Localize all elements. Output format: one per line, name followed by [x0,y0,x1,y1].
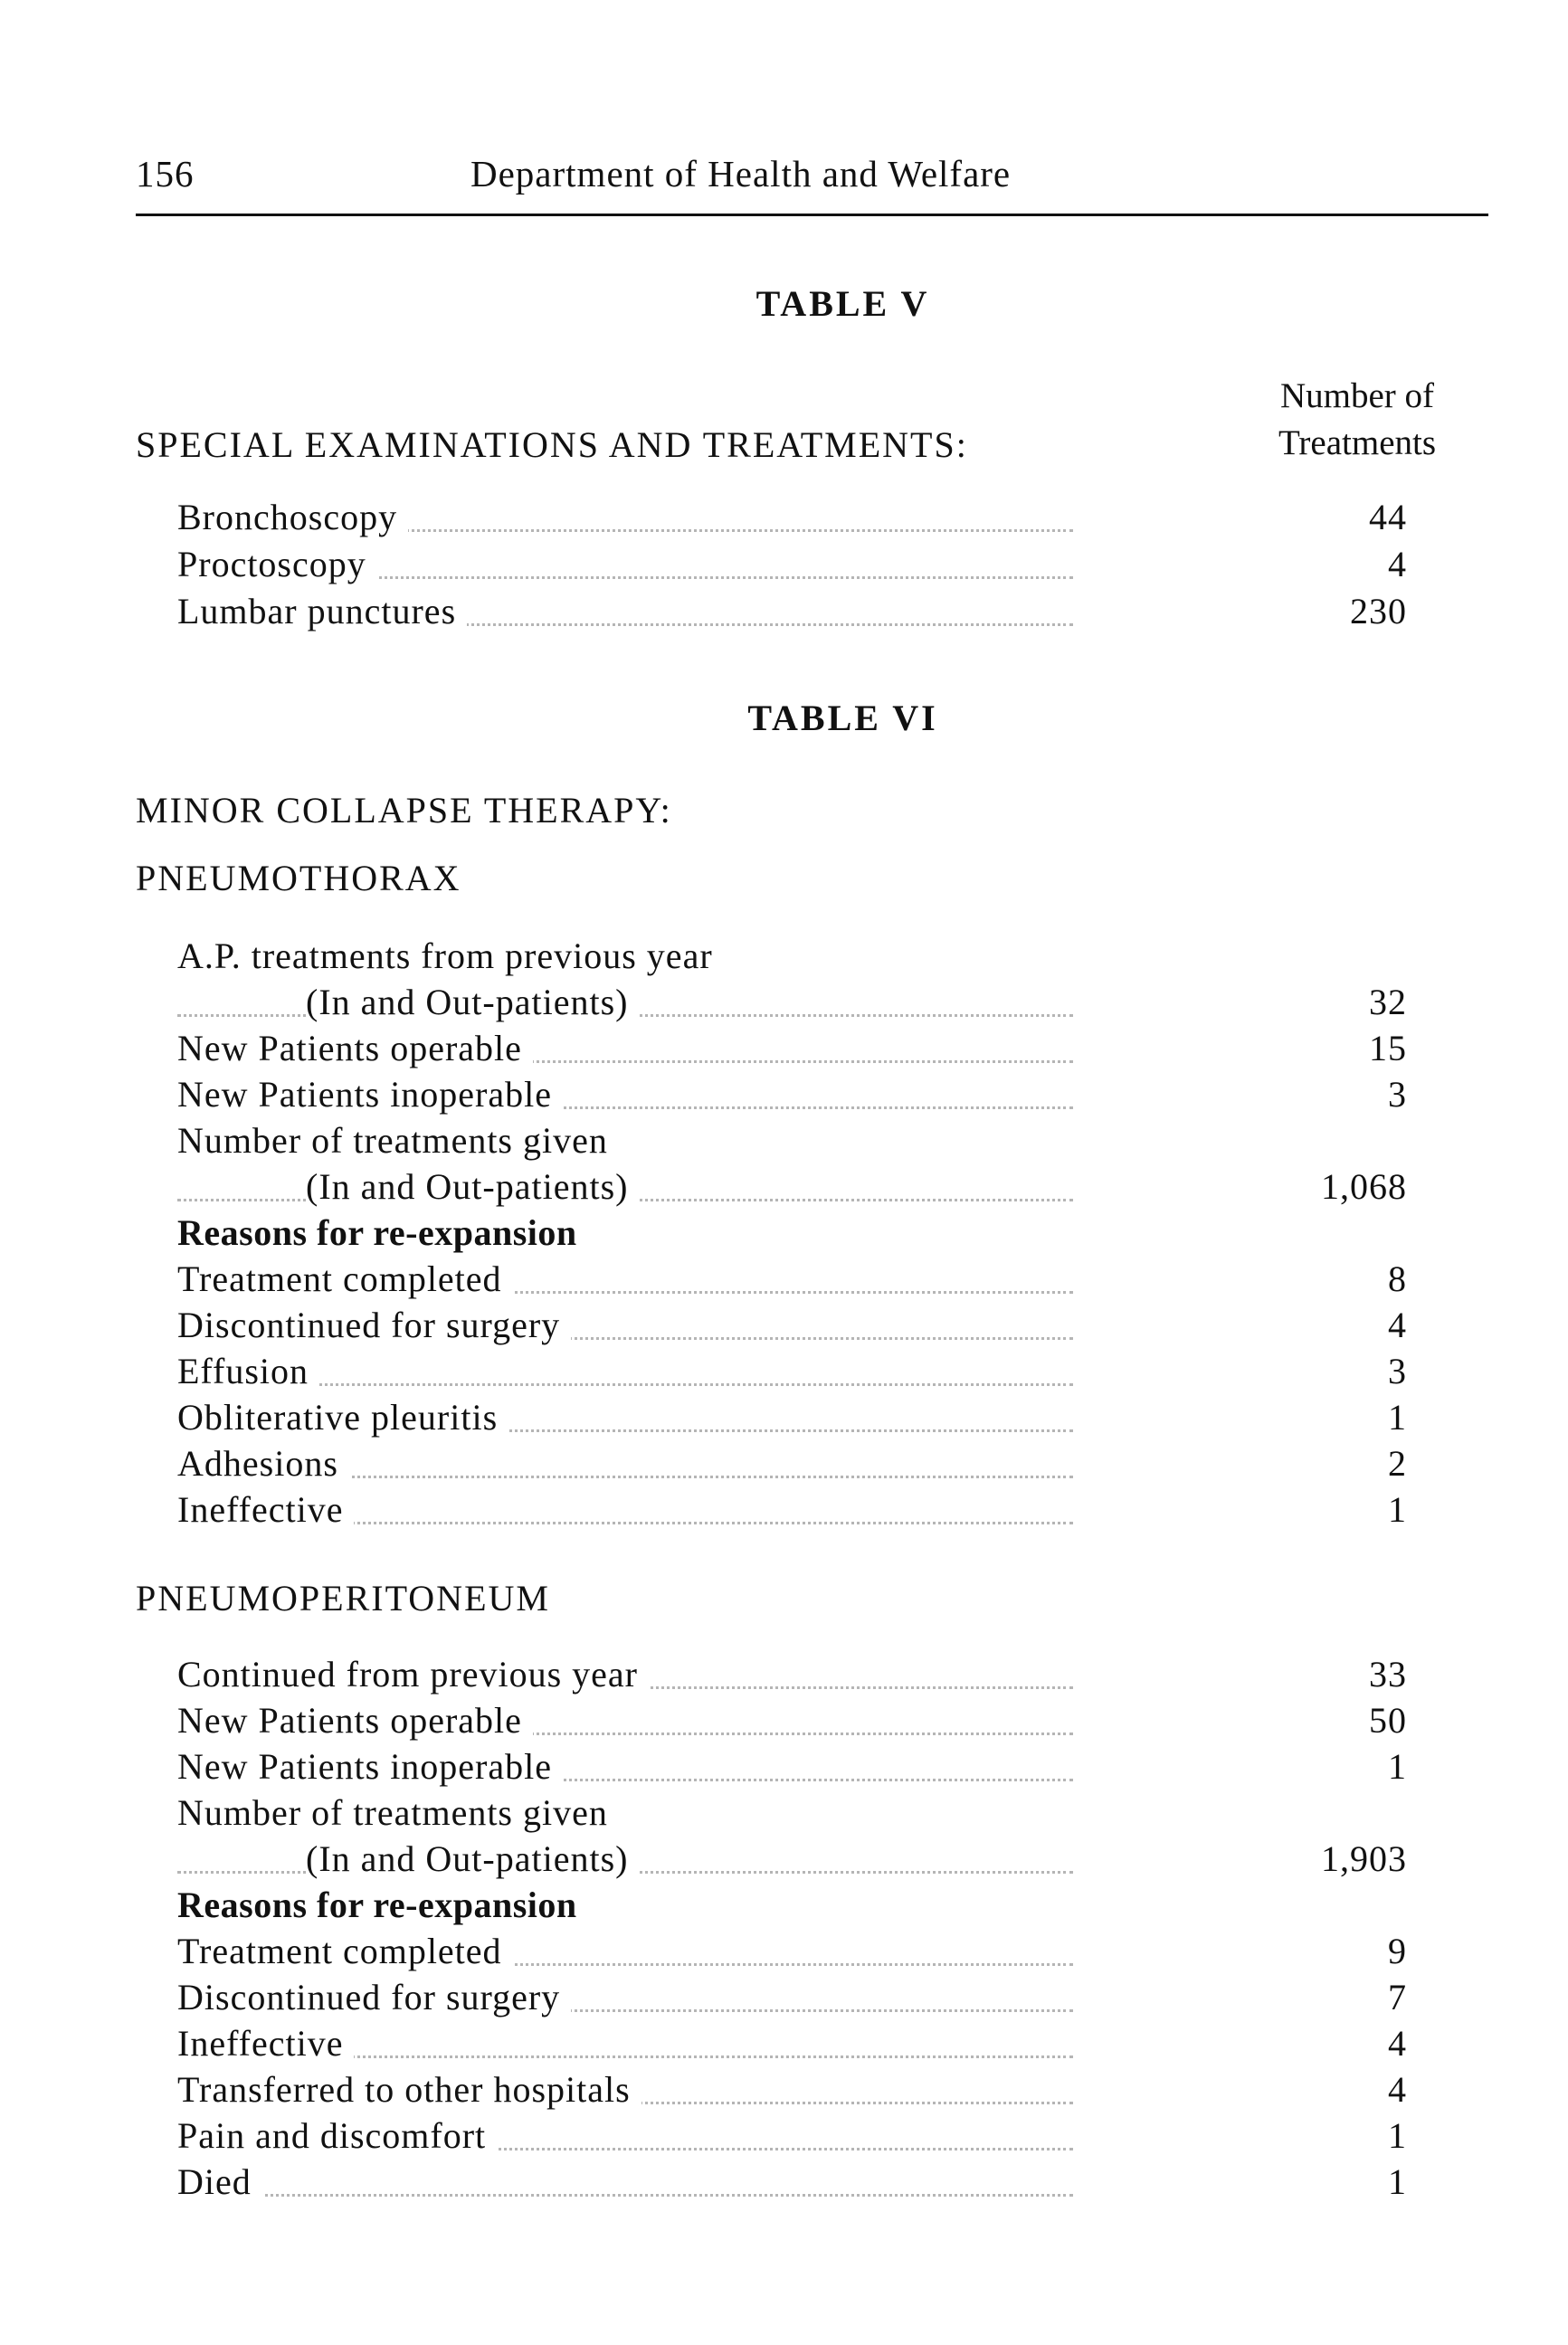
row-value: 9 [1388,1931,1407,1971]
table-row [0,2068,1568,2114]
table-vi-title: TABLE VI [747,698,938,738]
row-label: New Patients inoperable [177,1745,563,1788]
table-row [0,935,1568,981]
row-label: Discontinued for surgery [177,1304,571,1346]
table-row [0,1930,1568,1976]
row-value: 1 [1388,1397,1407,1438]
table-row [0,2022,1568,2068]
table-row [0,496,1568,542]
row-value: 4 [1388,544,1407,584]
row-value: 33 [1369,1654,1407,1695]
row-value: 1 [1388,2161,1407,2202]
table-row [0,2160,1568,2207]
row-value: 1,068 [1321,1166,1407,1207]
row-value: 1 [1388,2115,1407,2156]
table-row [0,1837,1568,1884]
row-value: 4 [1388,1305,1407,1345]
row-label: Died [177,2160,262,2203]
row-value: 44 [1369,497,1407,537]
row-label: Proctoscopy [177,543,377,585]
page-number: 156 [136,153,195,195]
table-row [0,1699,1568,1745]
row-label: Treatment completed [177,1258,513,1300]
row-label: New Patients operable [177,1027,533,1069]
pneumoperitoneum-heading: PNEUMOPERITONEUM [136,1578,550,1619]
table-row [0,543,1568,589]
dot-leader [177,2194,1073,2197]
row-label: (In and Out-patients) [306,1165,639,1208]
column-header [1221,373,1493,467]
table-row [0,1304,1568,1350]
table-row [0,2114,1568,2160]
section-subheading [0,1211,1568,1258]
table-row [0,1119,1568,1165]
row-label: Adhesions [177,1442,349,1485]
table-row [0,1027,1568,1073]
row-label: Reasons for re-expansion [177,1884,588,1926]
row-label: Pain and discomfort [177,2114,497,2157]
row-label: Number of treatments given [177,1791,619,1834]
row-label: Bronchoscopy [177,496,408,538]
row-label: Discontinued for surgery [177,1976,571,2018]
row-label: Lumbar punctures [177,590,467,632]
row-label: Number of treatments given [177,1119,619,1162]
table-row [0,1165,1568,1211]
row-value: 50 [1369,1700,1407,1741]
row-label: Effusion [177,1350,319,1392]
row-label: Ineffective [177,1488,354,1531]
row-value: 8 [1388,1258,1407,1299]
row-value: 3 [1388,1351,1407,1391]
table-row [0,1442,1568,1488]
table-row [0,1976,1568,2022]
header-rule [136,214,1488,216]
row-value: 1 [1388,1746,1407,1787]
row-value: 4 [1388,2023,1407,2064]
running-title: Department of Health and Welfare [470,153,1012,195]
row-value: 1,903 [1321,1838,1407,1879]
table-row [0,981,1568,1027]
column-header-line1: Number of [1279,376,1435,415]
table-row [0,1653,1568,1699]
running-head [136,152,1484,206]
row-value: 4 [1388,2069,1407,2110]
table-row [0,1488,1568,1534]
row-value: 2 [1388,1443,1407,1484]
table-row [0,590,1568,636]
row-value: 1 [1388,1489,1407,1530]
table-row [0,1745,1568,1791]
table-row [0,1350,1568,1396]
row-label: New Patients operable [177,1699,533,1742]
row-label: Ineffective [177,2022,354,2065]
row-label: A.P. treatments from previous year [177,935,724,977]
row-label: (In and Out-patients) [306,1837,639,1880]
table-vi-heading: MINOR COLLAPSE THERAPY: [136,790,672,831]
row-value: 230 [1350,591,1407,631]
row-value: 32 [1369,982,1407,1022]
row-value: 15 [1369,1028,1407,1068]
table-row [0,1073,1568,1119]
row-label: Reasons for re-expansion [177,1211,588,1254]
pneumothorax-heading: PNEUMOTHORAX [136,858,461,898]
row-label: New Patients inoperable [177,1073,563,1116]
row-label: Transferred to other hospitals [177,2068,641,2111]
table-row [0,1258,1568,1304]
table-v-heading: SPECIAL EXAMINATIONS AND TREATMENTS: [136,424,968,465]
row-label: (In and Out-patients) [306,981,639,1023]
section-subheading [0,1884,1568,1930]
row-label: Treatment completed [177,1930,513,1972]
table-row [0,1791,1568,1837]
column-header-line2: Treatments [1278,423,1437,462]
table-row [0,1396,1568,1442]
row-label: Continued from previous year [177,1653,649,1695]
row-value: 7 [1388,1977,1407,2017]
table-v-title: TABLE V [755,283,930,324]
row-label: Obliterative pleuritis [177,1396,508,1438]
row-value: 3 [1388,1074,1407,1115]
